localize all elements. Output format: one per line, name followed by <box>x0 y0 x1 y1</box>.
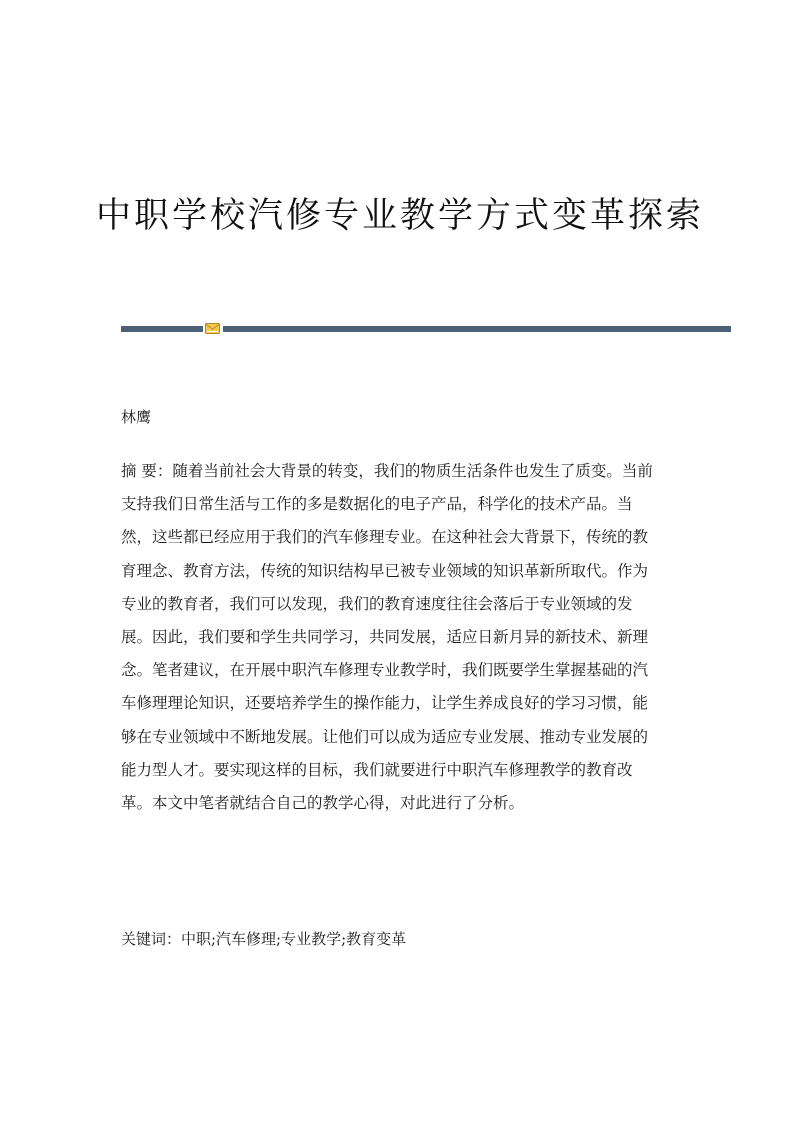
abstract-line: 然，这些都已经应用于我们的汽车修理专业。在这种社会大背景下，传统的教 <box>121 528 649 547</box>
abstract-line: 支持我们日常生活与工作的多是数据化的电子产品，科学化的技术产品。当 <box>121 495 633 514</box>
document-title: 中职学校汽修专业教学方式变革探索 <box>95 196 704 236</box>
abstract-line: 摘 要：随着当前社会大背景的转变，我们的物质生活条件也发生了质变。当前 <box>121 462 653 480</box>
abstract-line: 展。因此，我们要和学生共同学习，共同发展，适应日新月异的新技术、新理 <box>121 628 649 647</box>
abstract-line: 能力型人才。要实现这样的目标，我们就要进行中职汽车修理教学的教育改 <box>121 760 633 779</box>
abstract-line: 专业的教育者，我们可以发现，我们的教育速度往往会落后于专业领域的发 <box>121 594 633 613</box>
divider-right-segment <box>223 326 731 332</box>
abstract-paragraph <box>121 455 687 820</box>
abstract-line: 育理念、教育方法，传统的知识结构早已被专业领域的知识革新所取代。作为 <box>121 561 649 580</box>
abstract-line: 够在专业领域中不断地发展。让他们可以成为适应专业发展、推动专业发展的 <box>121 727 649 746</box>
author-name: 林鹰 <box>121 408 152 426</box>
abstract-line: 念。笔者建议，在开展中职汽车修理专业教学时，我们既要学生掌握基础的汽 <box>121 661 649 680</box>
abstract-line: 革。本文中笔者就结合自己的教学心得，对此进行了分析。 <box>121 794 525 813</box>
abstract-line: 车修理理论知识，还要培养学生的操作能力，让学生养成良好的学习习惯，能 <box>121 694 649 713</box>
envelope-icon <box>205 323 220 334</box>
keywords-line: 关键词：中职;汽车修理;专业教学;教育变革 <box>121 930 407 948</box>
title-divider <box>121 325 731 333</box>
divider-left-segment <box>121 326 203 332</box>
